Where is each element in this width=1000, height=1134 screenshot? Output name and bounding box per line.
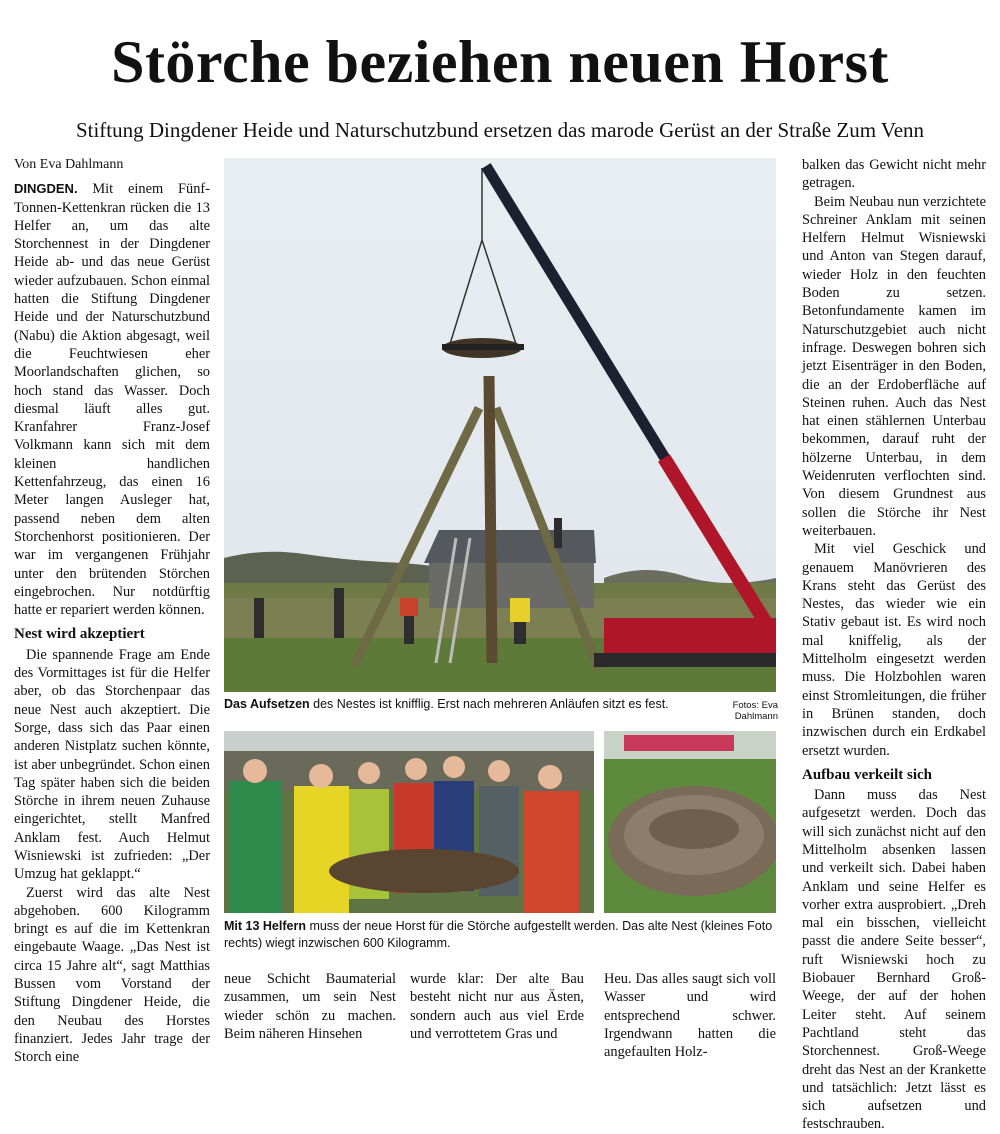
section-heading: Aufbau verkeilt sich <box>802 766 933 783</box>
caption-lead: Das Aufsetzen <box>224 697 310 711</box>
article-column-3 <box>410 970 584 1043</box>
paragraph: Dann muss das Nest aufgesetzt werden. Doch das will sich zunächst nicht auf den Mittelholm absenken lassen und verkeilt sich. Dabei haben Anklam und seine Helfer es vorher extra ausprobiert. „Dreh mal ein bisschen, vielleicht passt die andere Seite besser“, ruft Wisniewski hoch zu Biobauer Bernhard Groß-Weege, der auf der hohen Leiter steht. Auf seinem Pachtland steht das Storchennest. Groß-Weege dreht das Nest an der Krankette und tatsächlich: Jetzt lässt es sich aufsetzen und festschrauben. <box>802 787 986 1133</box>
old-nest-photo <box>604 731 776 913</box>
caption-text: des Nestes ist knifflig. Erst nach mehreren Anläufen sitzt es fest. <box>309 697 669 711</box>
byline: Von Eva Dahlmann <box>14 157 124 172</box>
photo-credit: Fotos: Eva Dahlmann <box>732 700 778 722</box>
article-column-1 <box>14 156 210 1067</box>
article-column-5 <box>802 156 986 1134</box>
group-photo-caption <box>224 918 776 952</box>
subheadline: Stiftung Dingdener Heide und Naturschutzbund ersetzen das marode Gerüst an der Straße Zum Venn <box>75 118 925 142</box>
caption-lead: Mit 13 Helfern <box>224 919 306 933</box>
paragraph: Zuerst wird das alte Nest abgehoben. 600 Kilogramm bringt es auf die im Kettenkran eingebaute Waage. „Das Nest ist circa 15 Jahre alt“, sagt Matthias Bussen vom Vorstand der Stiftung Dingdener Heide, die den Neubau des Horstes finanziert. Jedes Jahr trage der Storch eine <box>14 884 210 1066</box>
paragraph: wurde klar: Der alte Bau besteht nicht nur aus Ästen, sondern auch aus viel Erde und verrottetem Gras und <box>410 971 584 1042</box>
article-column-4 <box>604 970 776 1061</box>
caption-text: muss der neue Horst für die Störche aufgestellt werden. Das alte Nest (kleines Foto rechts) wiegt inzwischen 600 Kilogramm. <box>224 919 773 950</box>
paragraph: neue Schicht Baumaterial zusammen, um sein Nest wieder schön zu machen. Beim näheren Hinsehen <box>224 971 396 1042</box>
paragraph: Mit viel Geschick und genauem Manövrieren des Krans steht das Gerüst des Nestes, das wieder wie ein Stativ gebaut ist. Es wird noch mal kniffelig, als der Mittelholm eingesetzt werden muss. Die Holzbohlen waren einst Stromleitungen, die früher in Brünen standen, doch inzwischen durch ein Erdkabel ersetzt wurden. <box>802 541 986 759</box>
group-photo-helpers <box>224 731 594 913</box>
paragraph: Mit einem Fünf-Tonnen-Kettenkran rücken die 13 Helfer an, um das alte Storchennest in der Dingdener Heide ab- und das neue Gerüst wieder aufzubauen. Schon einmal hatten die Stiftung Dingdener Heide und der Naturschutzbund (Nabu) die Aktion abgesagt, weil die Feuchtwiesen eher Moorlandschaften glichen, so hoch stand das Wasser. Doch diesmal läuft alles gut. Kranfahrer Franz-Josef Volkmann kann sich mit dem kleinen handlichen Kettenfahrzeug, das einen 16 Meter langen Ausleger hat, passend neben dem alten Storchenhorst positionieren. Der war im vergangenen Frühjahr unter den brütenden Störchen eingebrochen. Nur notdürftig hatte er repariert werden können. <box>14 181 210 619</box>
article-column-2 <box>224 970 396 1043</box>
main-photo-caption <box>224 696 694 713</box>
dateline: DINGDEN. <box>14 181 78 197</box>
section-heading: Nest wird akzeptiert <box>14 626 145 643</box>
main-photo-crane-nest <box>224 158 776 692</box>
paragraph: Heu. Das alles saugt sich voll Wasser und wird entsprechend schwer. Irgendwann hatten die angefaulten Holz- <box>604 971 776 1061</box>
paragraph: Beim Neubau nun verzichtete Schreiner Anklam mit seinen Helfern Helmut Wisniewski und Anton van Stegen darauf, wieder Holz in den feuchten Boden zu setzen. Betonfundamente kamen im Naturschutzgebiet auch nicht infrage. Deswegen bohren sich jetzt Eisenträger in den Boden, die an der Erdoberfläche auf Steinen ruhen. Auch das Nest hat einen stählernen Unterbau bekommen, darauf ruht der hölzerne Unterbau, in dem Weidenruten verflochten sind. Von diesem Grundnest aus sollen die Störche ihr Nest weiterbauen. <box>802 193 986 539</box>
headline: Störche beziehen neuen Horst <box>111 29 889 95</box>
paragraph: Die spannende Frage am Ende des Vormittages ist für die Helfer aber, ob das Storchenpaar das neue Nest auch akzeptiert. Die Sorge, dass sich das Paar einen anderen Nistplatz suchen könnte, ist aber unbegründet. Schon einen Tag später haben sich die beiden Störche in ihrem neuen Zuhause eingerichtet, stellt Manfred Anklam fest. Auch Helmut Wisniewski ist zufrieden: „Der Umzug hat geklappt.“ <box>14 646 210 883</box>
paragraph: balken das Gewicht nicht mehr getragen. <box>802 157 986 192</box>
